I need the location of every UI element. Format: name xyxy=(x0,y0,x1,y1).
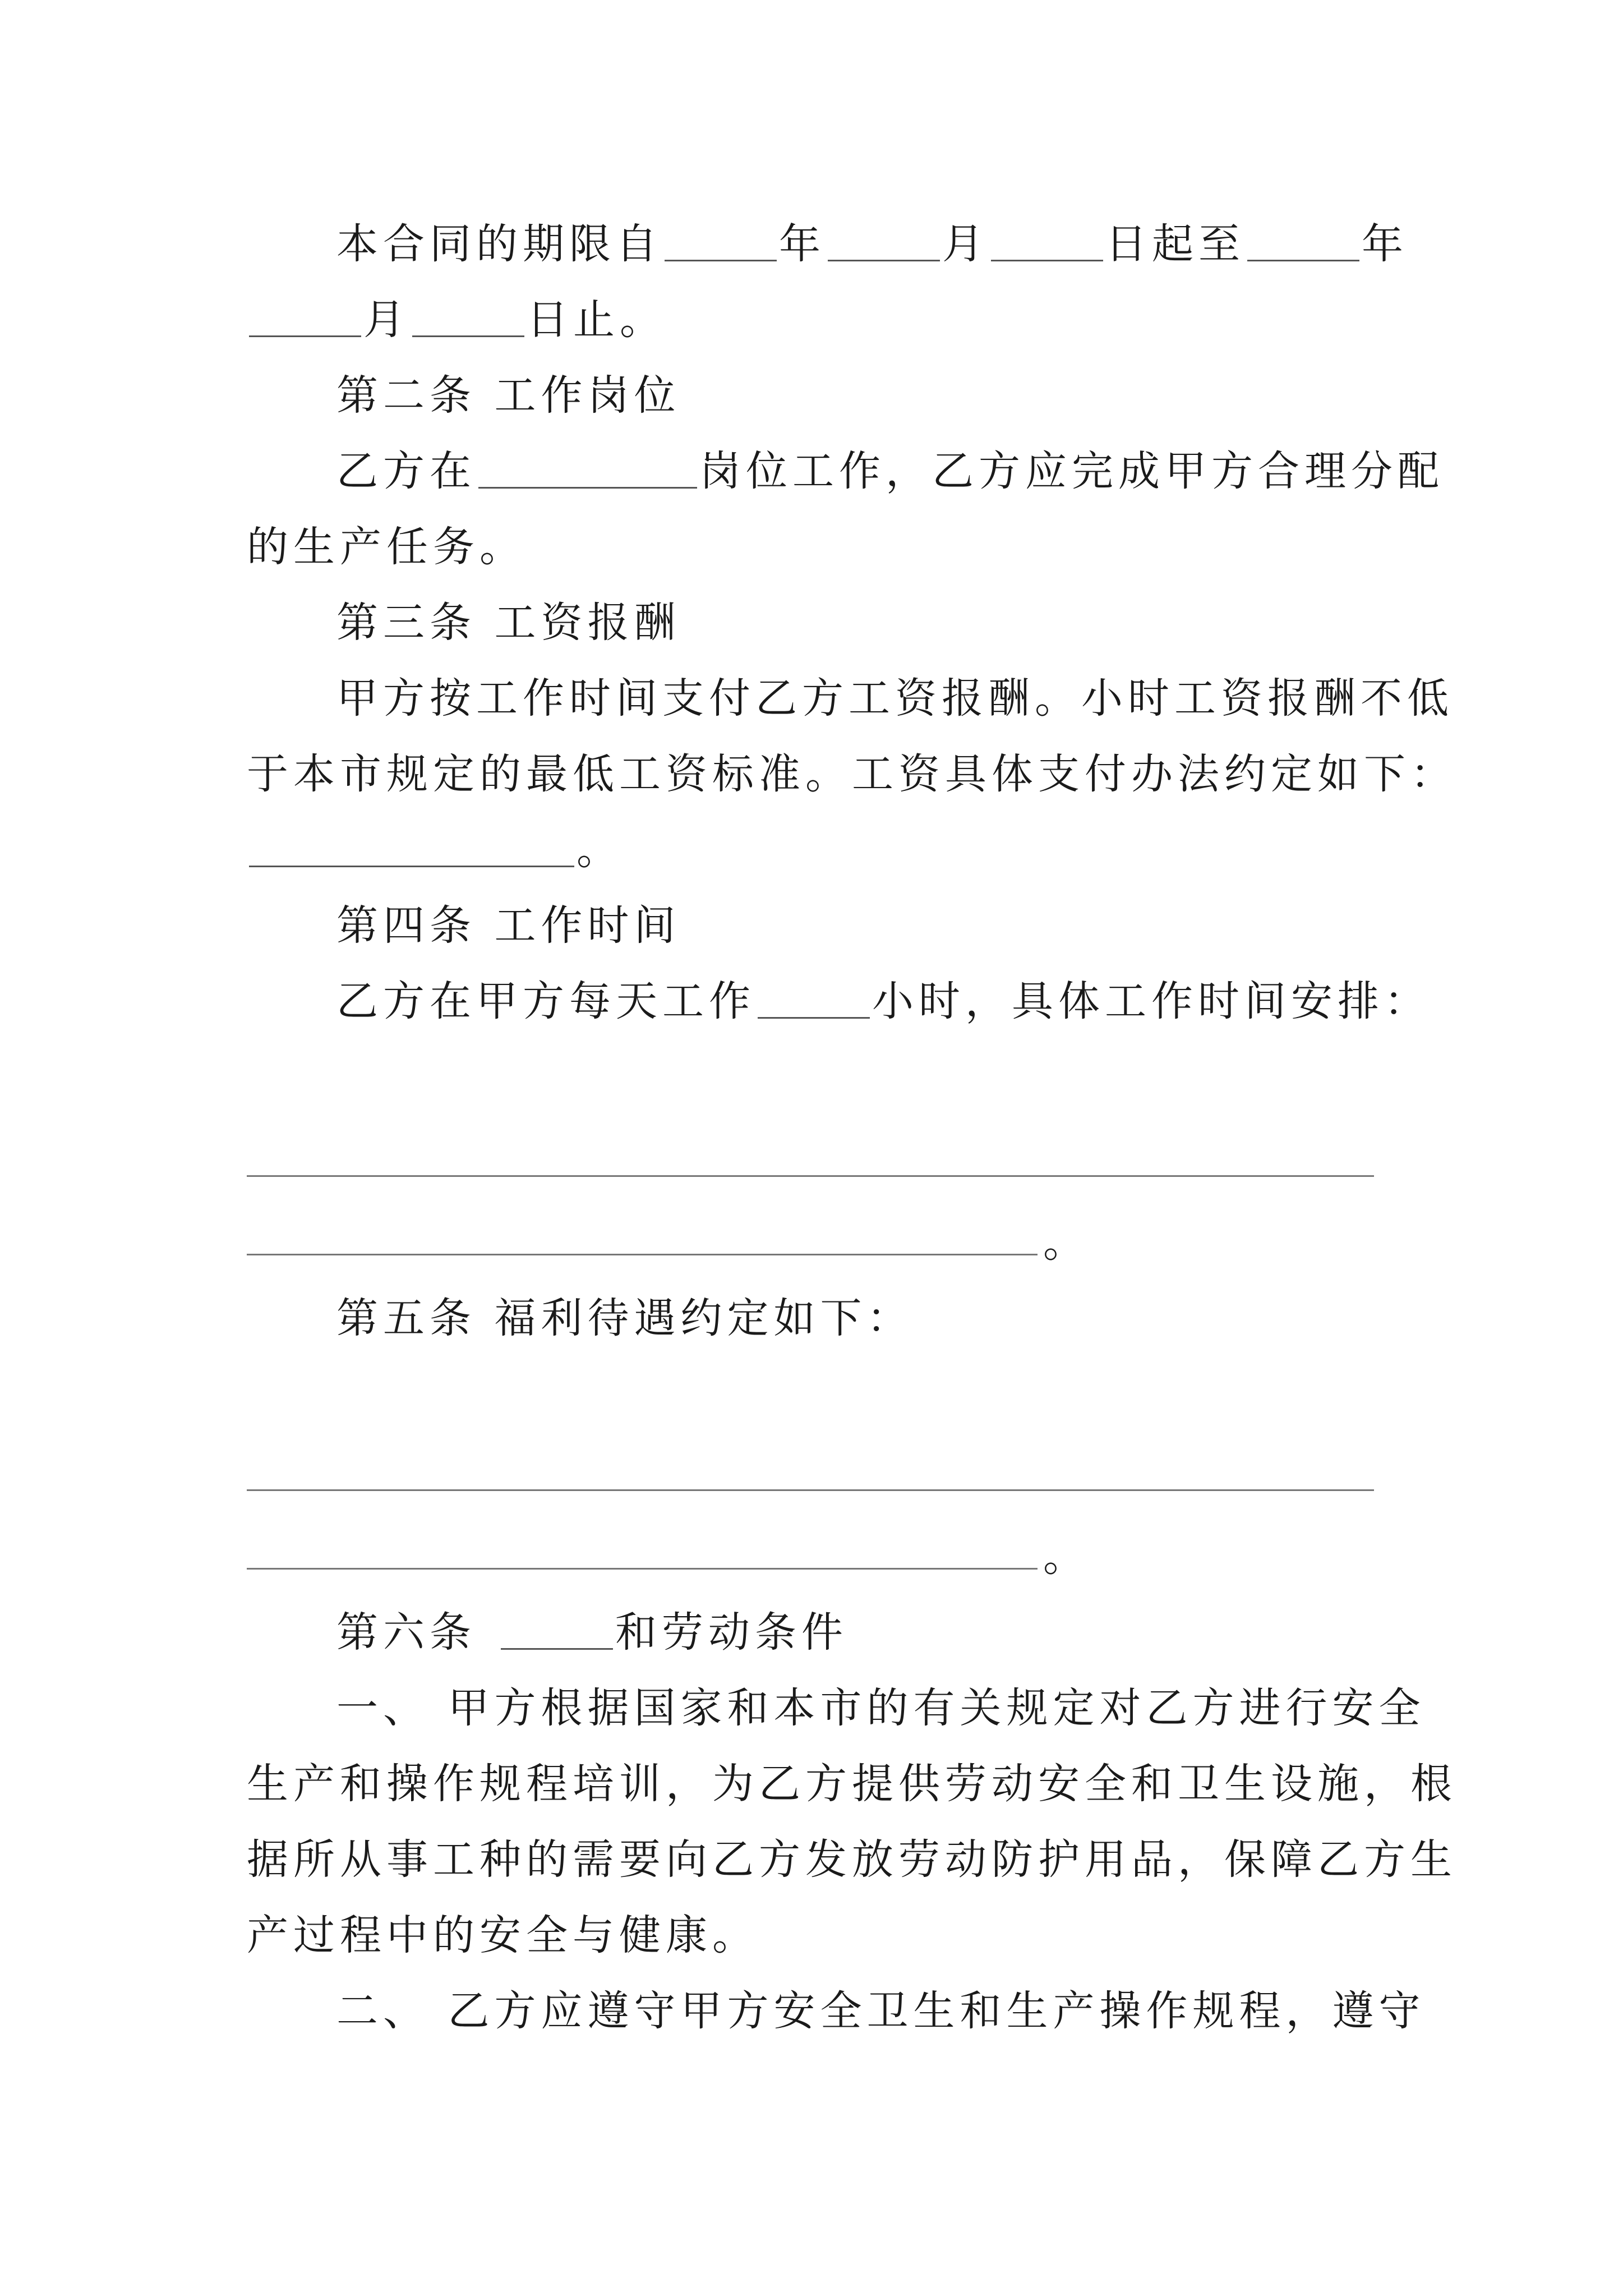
text: 本合同的期限自 xyxy=(336,220,662,268)
article-3-line-1: 甲方按工作时间支付乙方工资报酬。小时工资报酬不低 xyxy=(336,674,1454,723)
text: 乙方在甲方每天工作 xyxy=(336,977,755,1025)
article-6-p1-line-3: 据所从事工种的需要向乙方发放劳动防护用品，保障乙方生 xyxy=(247,1835,1457,1884)
blank-end-year[interactable] xyxy=(1247,218,1359,261)
article-6-p2-line-1: 二、 乙方应遵守甲方安全卫生和生产操作规程，遵守 xyxy=(336,1987,1426,2035)
blank-position[interactable] xyxy=(478,445,697,489)
blank-article-6-topic[interactable] xyxy=(501,1607,613,1650)
article-6-p1-line-2: 生产和操作规程培训，为乙方提供劳动安全和卫生设施，根 xyxy=(247,1760,1457,1808)
blank-hours[interactable] xyxy=(758,976,870,1019)
article-6-heading xyxy=(247,1604,1391,1660)
article-3-heading: 第三条 工资报酬 xyxy=(336,599,681,647)
text: 岗位工作，乙方应完成甲方合理分配 xyxy=(699,447,1444,495)
article-3-line-2: 于本市规定的最低工资标准。工资具体支付办法约定如下： xyxy=(247,750,1457,798)
text: 年 xyxy=(779,220,826,268)
blank-benefits-line-1[interactable] xyxy=(247,1489,1374,1491)
article-6-p1-line-4: 产过程中的安全与健康。 xyxy=(247,1911,759,1959)
article-3-line-3 xyxy=(247,822,1391,878)
blank-start-year[interactable] xyxy=(665,218,777,261)
term-line-1 xyxy=(247,216,1408,272)
text: 月 xyxy=(363,296,410,344)
text: 月 xyxy=(942,220,989,268)
article-2-line-2: 的生产任务。 xyxy=(247,523,526,571)
text: 乙方在 xyxy=(336,447,476,495)
article-6-p1-line-1: 一、 甲方根据国家和本市的有关规定对乙方进行安全 xyxy=(336,1684,1426,1732)
article-4-line-1 xyxy=(247,973,1431,1029)
blank-schedule-line-1[interactable] xyxy=(247,1175,1374,1177)
blank-benefits-line-2[interactable] xyxy=(247,1568,1038,1570)
blank-end-month[interactable] xyxy=(249,294,361,337)
article-5-heading: 第五条 福利待遇约定如下： xyxy=(336,1294,914,1342)
blank-payment-method[interactable] xyxy=(249,824,574,867)
text: 日起至 xyxy=(1105,220,1245,268)
text: 和劳动条件 xyxy=(615,1608,848,1657)
blank-end-day[interactable] xyxy=(412,294,524,337)
article-2-heading: 第二条 工作岗位 xyxy=(336,371,681,420)
text: 年 xyxy=(1362,220,1408,268)
text: 日止。 xyxy=(527,296,666,344)
schedule-end-mark: 。 xyxy=(1043,1218,1090,1267)
text: 第六条 xyxy=(336,1608,476,1657)
blank-schedule-line-2[interactable] xyxy=(247,1254,1038,1255)
term-line-2 xyxy=(247,292,1391,348)
benefits-end-mark: 。 xyxy=(1043,1533,1090,1581)
text: 小时，具体工作时间安排： xyxy=(872,977,1431,1025)
text: 。 xyxy=(577,826,623,874)
article-2-line-1 xyxy=(247,443,1444,499)
blank-start-month[interactable] xyxy=(828,218,940,261)
blank-start-day[interactable] xyxy=(991,218,1103,261)
article-4-heading: 第四条 工作时间 xyxy=(336,901,681,950)
